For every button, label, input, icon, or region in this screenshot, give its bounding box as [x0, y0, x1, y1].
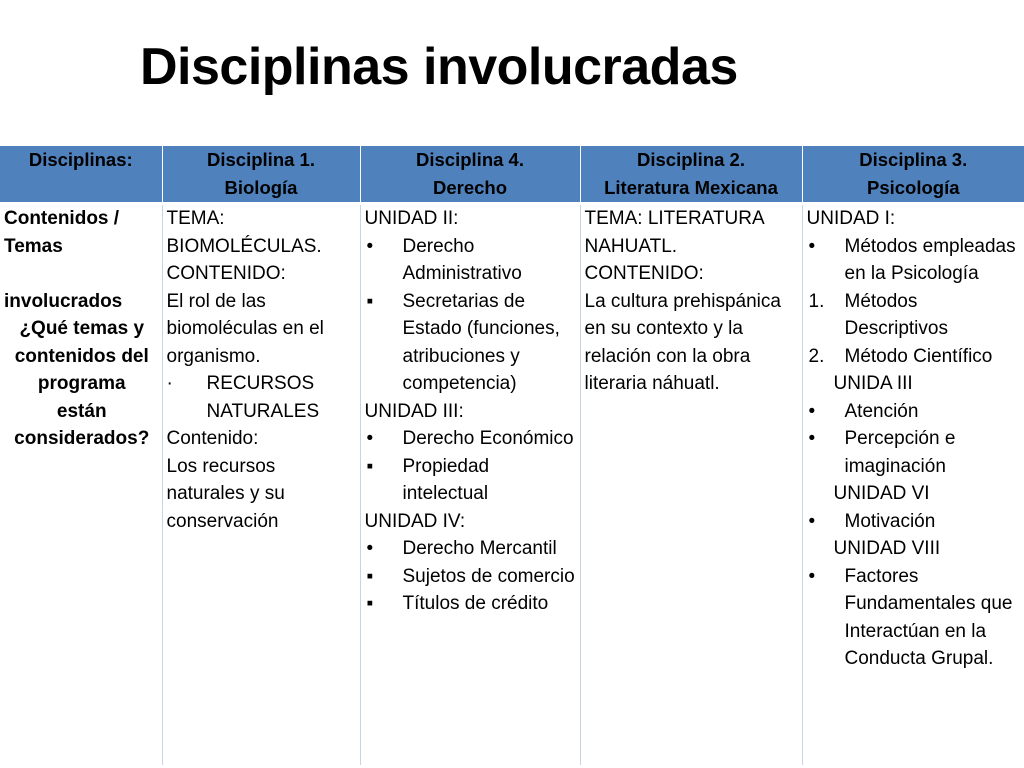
biologia-text: Los recursos naturales y su conservación	[166, 455, 285, 532]
list-item-text: Secretarias de Estado (funciones, atribuciones y competencia)	[402, 290, 560, 394]
row-label-question: contenidos del	[14, 345, 149, 367]
row-label-spacer	[4, 260, 160, 288]
unit-heading: UNIDAD I:	[806, 208, 896, 229]
square-bullet-icon: ▪	[366, 455, 374, 477]
header-line: Disciplinas:	[28, 149, 133, 170]
bullet-icon: •	[808, 400, 816, 422]
list-item	[365, 453, 578, 508]
biologia-text: Contenido:	[166, 428, 259, 449]
header-line: Derecho	[432, 176, 508, 198]
header-line: Biología	[224, 176, 298, 198]
unit-heading: UNIDAD II:	[364, 208, 459, 229]
list-item	[807, 398, 1023, 426]
bullet-icon: ·	[166, 373, 173, 394]
list-item	[807, 233, 1023, 288]
square-bullet-icon: ▪	[366, 593, 374, 614]
header-disciplinas	[0, 146, 162, 204]
header-line: Disciplina 4.	[416, 149, 524, 170]
list-item	[807, 508, 1023, 536]
list-item	[807, 288, 1023, 343]
table-row	[0, 204, 1024, 766]
list-item	[365, 233, 578, 288]
list-item	[167, 370, 358, 425]
list-item-text: Motivación	[844, 510, 936, 532]
slide-title: Disciplinas involucradas	[140, 38, 738, 96]
list-item	[365, 535, 578, 563]
row-label-question: considerados?	[14, 428, 150, 449]
row-label-cell	[0, 204, 162, 766]
bullet-icon: •	[808, 565, 816, 587]
biologia-text: RECURSOS NATURALES	[206, 373, 320, 422]
biologia-text: TEMA:	[166, 208, 225, 229]
header-literatura	[580, 146, 802, 204]
biologia-text: El rol de las biomoléculas en el organismo.	[166, 290, 324, 367]
list-number: 2.	[808, 345, 825, 367]
header-line: Disciplina 3.	[859, 149, 968, 170]
list-item	[807, 425, 1023, 480]
list-item-text: Derecho Económico	[402, 428, 574, 449]
row-label-question: están	[56, 400, 107, 422]
unit-heading: UNIDAD III:	[364, 400, 464, 422]
bullet-icon: •	[808, 510, 816, 532]
list-item-text: Métodos Descriptivos	[844, 290, 948, 339]
bullet-icon: •	[808, 235, 816, 257]
literatura-text: TEMA: LITERATURA NAHUATL.	[584, 208, 764, 257]
literatura-text: La cultura prehispánica en su contexto y la relación con la obra literaria náhuatl.	[584, 290, 781, 394]
literatura-text: CONTENIDO:	[584, 263, 704, 284]
unit-heading: UNIDAD IV:	[364, 510, 466, 532]
header-line: Disciplina 2.	[637, 149, 745, 170]
list-item-text: Atención	[844, 400, 919, 422]
list-item-text: Derecho Administrativo	[402, 235, 522, 284]
list-item	[807, 343, 1023, 371]
square-bullet-icon: ▪	[366, 565, 374, 587]
row-label-question: ¿Qué temas y	[19, 318, 145, 339]
table-header-row	[0, 146, 1024, 204]
header-line: Psicología	[866, 176, 960, 198]
bullet-icon: •	[366, 428, 374, 449]
row-label-line: Temas	[4, 235, 63, 257]
row-label-line: Contenidos /	[4, 208, 120, 229]
unit-heading: UNIDAD VI	[833, 483, 930, 504]
bullet-icon: •	[366, 538, 374, 559]
list-item	[365, 425, 578, 453]
header-line: Disciplina 1.	[207, 149, 315, 170]
square-bullet-icon: ▪	[366, 290, 374, 312]
list-item	[807, 563, 1023, 673]
list-item-text: Sujetos de comercio	[402, 565, 575, 587]
bullet-icon: •	[366, 235, 374, 257]
biologia-text: CONTENIDO:	[166, 263, 286, 284]
list-item-text: Método Científico	[844, 345, 993, 367]
list-item-text: Propiedad intelectual	[402, 455, 490, 504]
psicologia-cell	[802, 204, 1024, 766]
list-item-text: Factores Fundamentales que Interactúan en la Conducta Grupal.	[844, 565, 1013, 669]
row-label-line: involucrados	[4, 290, 123, 312]
biologia-cell	[162, 204, 360, 766]
header-biologia	[162, 146, 360, 204]
list-item-text: Percepción e imaginación	[844, 428, 956, 477]
literatura-cell	[580, 204, 802, 766]
derecho-cell	[360, 204, 580, 766]
header-derecho	[360, 146, 580, 204]
list-item	[365, 288, 578, 398]
list-item-text: Títulos de crédito	[402, 593, 549, 614]
list-number: 1.	[808, 290, 825, 312]
header-psicologia	[802, 146, 1024, 204]
biologia-text: BIOMOLÉCULAS.	[166, 235, 322, 257]
list-item-text: Derecho Mercantil	[402, 538, 557, 559]
unit-heading: UNIDAD VIII	[833, 538, 941, 559]
disciplines-table	[0, 146, 1024, 765]
list-item	[365, 563, 578, 591]
list-item	[365, 590, 578, 618]
list-item-text: Métodos empleadas en la Psicología	[844, 235, 1016, 284]
row-label-question: programa	[37, 373, 126, 394]
bullet-icon: •	[808, 428, 816, 449]
unit-heading: UNIDA III	[833, 373, 913, 394]
header-line: Literatura Mexicana	[604, 176, 778, 198]
